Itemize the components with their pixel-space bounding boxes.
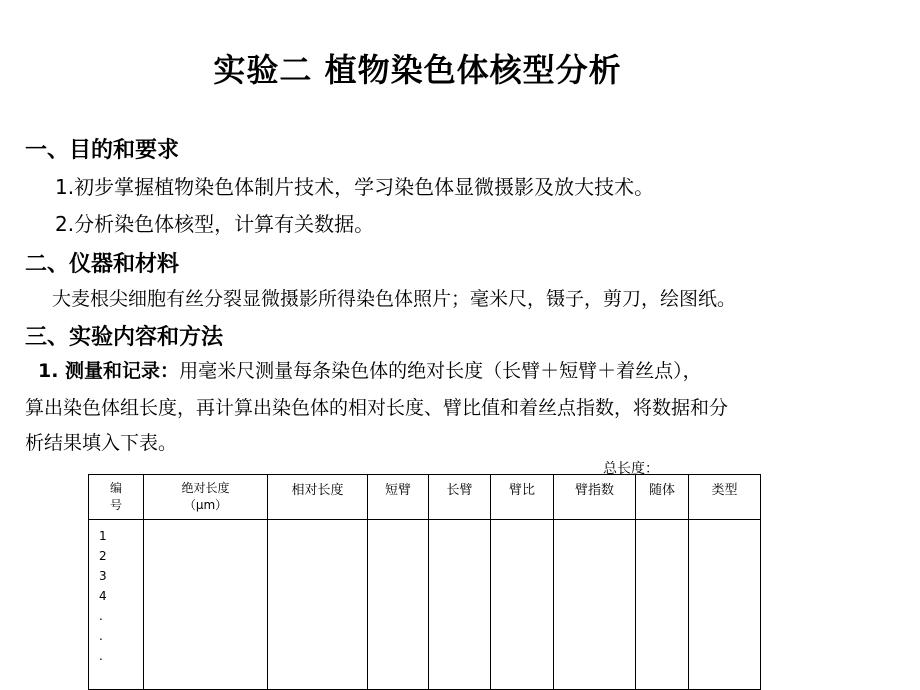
row-number: .: [99, 609, 103, 623]
table-cell: [368, 520, 429, 690]
karyotype-table: [88, 474, 761, 690]
row-number: .: [99, 649, 103, 663]
section1-item-2: 2.分析染色体核型，计算有关数据。: [55, 212, 375, 236]
col-header-relative-length: 相对长度: [268, 475, 368, 520]
table-body-row: [89, 520, 761, 690]
row-number: 3: [99, 569, 107, 583]
section3-heading: 三、实验内容和方法: [25, 325, 224, 350]
col-header-long-arm: 长臂: [429, 475, 491, 520]
section2-text: 大麦根尖细胞有丝分裂显微摄影所得染色体照片；毫米尺，镊子，剪刀，绘图纸。: [52, 288, 737, 310]
section1-item-1: 1.初步掌握植物染色体制片技术，学习染色体显微摄影及放大技术。: [55, 175, 655, 199]
row-number-cell: [89, 520, 144, 690]
table-cell: [636, 520, 689, 690]
table-cell: [429, 520, 491, 690]
row-number: 1: [99, 529, 107, 543]
section2-heading: 二、仪器和材料: [25, 252, 180, 277]
step1-text-line1: 用毫米尺测量每条染色体的绝对长度（长臂＋短臂＋着丝点），: [179, 360, 702, 382]
col-header-short-arm: 短臂: [368, 475, 429, 520]
table-cell: [554, 520, 636, 690]
table-cell: [491, 520, 554, 690]
col-header-arm-index: 臂指数: [554, 475, 636, 520]
section1-heading: 一、目的和要求: [25, 138, 180, 163]
row-number: 4: [99, 589, 107, 603]
row-number: 2: [99, 549, 107, 563]
total-length-label: 总长度：: [603, 461, 659, 477]
col-header-type: 类型: [689, 475, 761, 520]
section3-line3: 析结果填入下表。: [25, 432, 178, 454]
col-header-arm-ratio: 臂比: [491, 475, 554, 520]
col-header-id: 编 号: [89, 475, 144, 520]
section3-step1: [38, 356, 702, 383]
col-header-satellite: 随体: [636, 475, 689, 520]
page-title: 实验二 植物染色体核型分析: [213, 51, 622, 89]
table-cell: [689, 520, 761, 690]
row-number: .: [99, 629, 103, 643]
section3-line2: 算出染色体组长度，再计算出染色体的相对长度、臂比值和着丝点指数，将数据和分: [25, 397, 729, 419]
table-header-row: [89, 475, 761, 520]
table-cell: [144, 520, 268, 690]
step1-label: 1. 测量和记录：: [38, 360, 180, 382]
table-cell: [268, 520, 368, 690]
col-header-absolute-length: 绝对长度 （μm）: [144, 475, 268, 520]
